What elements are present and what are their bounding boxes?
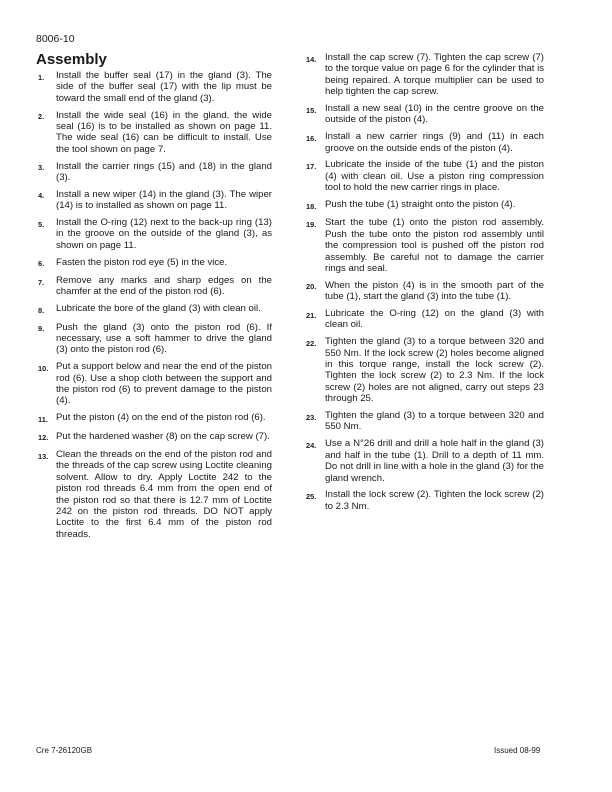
step-text: Put a support below and near the end of the piston rod (6). Use a shop cloth between the support and the piston rod (6) to prevent damage to the piston (4). (56, 361, 272, 407)
step-item (306, 103, 544, 126)
step-number: 17. (306, 162, 317, 172)
step-number: 7. (38, 277, 45, 287)
step-text: Lubricate the bore of the gland (3) with clean oil. (56, 303, 261, 315)
step-text: Install a new carrier rings (9) and (11) in each groove on the outside ends of the piston (4). (325, 131, 544, 154)
step-item (36, 110, 272, 156)
step-number: 2. (38, 112, 45, 122)
step-text: Fasten the piston rod eye (5) in the vice. (56, 256, 228, 268)
step-number: 12. (38, 433, 49, 443)
step-text: When the piston (4) is in the smooth part of the tube (1), start the gland (3) into the tube (1). (325, 279, 544, 303)
step-text: Lubricate the inside of the tube (1) and the piston (4) with clean oil. Use a piston ring compression tool to hold the new carrier rings in place. (325, 159, 544, 194)
section-title: Assembly (36, 51, 107, 68)
step-item (306, 410, 544, 433)
step-item (36, 275, 272, 298)
step-number: 21. (306, 310, 317, 320)
step-text: Lubricate the O-ring (12) on the gland (3) with clean oil. (325, 308, 544, 331)
step-number: 13. (38, 451, 49, 461)
step-text: Use a N°26 drill and drill a hole half in the gland (3) and half in the tube (1). Drill to a depth of 11 mm. Do not drill in line with a hole in the gland (3) for the gland wrench. (325, 438, 544, 484)
step-item (36, 189, 272, 212)
step-item (306, 199, 544, 212)
footer-issue-date: Issued 08-99 (494, 746, 541, 755)
document-number: 8006-10 (36, 33, 75, 45)
step-text: Install a new seal (10) in the centre groove on the outside of the piston (4). (325, 103, 544, 126)
step-item (306, 438, 544, 484)
step-text: Install the cap screw (7). Tighten the cap screw (7) to the torque value on page 6 for the cylinder that is being repaired. A torque multiplier can be used to help tighten the cap screw. (325, 52, 544, 98)
step-item (36, 257, 272, 270)
step-number: 19. (306, 220, 317, 230)
step-item (36, 217, 272, 251)
step-number: 5. (38, 219, 45, 229)
step-text: Tighten the gland (3) to a torque between 320 and 550 Nm. If the lock screw (2) holes become aligned in this torque range, install the lock screw (2). Tighten the lock screw (2) to 2.3 Nm. If the lock screw (2) holes are not aligned, carry out steps 23 through 25. (325, 336, 544, 405)
step-item (36, 412, 272, 425)
step-number: 16. (306, 133, 317, 143)
step-number: 25. (306, 491, 317, 501)
step-number: 8. (38, 305, 45, 315)
step-text: Install the buffer seal (17) in the gland (3). The side of the buffer seal (17) with the lip must be toward the small end of the gland (3). (56, 70, 272, 104)
step-item (36, 361, 272, 407)
step-text: Install the O-ring (12) next to the back-up ring (13) in the groove on the outside of the gland (3), as shown on page 11. (56, 217, 272, 251)
step-number: 20. (306, 282, 317, 292)
step-item (306, 489, 544, 512)
step-number: 14. (306, 54, 317, 64)
step-item (36, 161, 272, 184)
assembly-steps-left-column (36, 70, 272, 546)
step-number: 4. (38, 191, 45, 201)
step-number: 10. (38, 363, 49, 373)
footer-document-code: Cre 7-26120GB (36, 746, 93, 755)
step-item (306, 280, 544, 303)
step-number: 6. (38, 259, 45, 269)
assembly-steps-right-column (306, 52, 544, 518)
step-item (36, 449, 272, 540)
step-text: Clean the threads on the end of the piston rod and the threads of the cap screw using Loctite cleaning solvent. Allow to dry. Apply Loctite 242 to the piston rod threads 6.4 mm from the open end of the piston rod so that there is 12.7 mm of Loctite 242 on the piston rod threads. DO NOT apply Loctite to the first 6.4 mm of the piston rod threads. (56, 449, 272, 540)
step-text: Remove any marks and sharp edges on the chamfer at the end of the piston rod (6). (56, 275, 272, 298)
step-item (306, 217, 544, 274)
step-text: Put the piston (4) on the end of the piston rod (6). (56, 412, 266, 424)
step-number: 22. (306, 338, 317, 348)
step-text: Tighten the gland (3) to a torque between 320 and 550 Nm. (325, 410, 544, 433)
step-item (306, 308, 544, 331)
step-number: 9. (38, 324, 45, 334)
step-item (36, 431, 272, 444)
step-text: Install a new wiper (14) in the gland (3). The wiper (14) is to installed as shown on page 11. (56, 188, 272, 212)
step-number: 24. (306, 440, 317, 450)
step-item (306, 52, 544, 98)
step-text: Push the tube (1) straight onto the piston (4). (325, 199, 516, 211)
step-number: 15. (306, 105, 317, 115)
step-text: Install the carrier rings (15) and (18) in the gland (3). (56, 160, 272, 184)
step-text: Install the lock screw (2). Tighten the lock screw (2) to 2.3 Nm. (325, 489, 544, 512)
step-number: 11. (38, 414, 48, 424)
step-text: Push the gland (3) onto the piston rod (6). If necessary, use a soft hammer to drive the gland (3) onto the piston rod (6). (56, 321, 272, 356)
step-text: Put the hardened washer (8) on the cap screw (7). (56, 430, 270, 442)
step-item (36, 303, 272, 316)
step-item (306, 159, 544, 193)
step-number: 23. (306, 412, 317, 422)
step-item (306, 336, 544, 404)
step-item (36, 70, 272, 104)
step-text: Start the tube (1) onto the piston rod assembly. Push the tube onto the piston rod assembly until the compression tool is pushed off the piston rod assembly. Be careful not to damage the carrier rings and seal. (325, 217, 544, 275)
step-number: 18. (306, 201, 317, 211)
step-number: 3. (38, 163, 45, 173)
step-number: 1. (38, 72, 45, 82)
step-item (306, 131, 544, 154)
step-item (36, 322, 272, 356)
step-text: Install the wide seal (16) in the gland. the wide seal (16) is to be installed as shown on page 11. The wide seal (16) can be difficult to install. Use the tool shown on page 7. (56, 109, 272, 155)
